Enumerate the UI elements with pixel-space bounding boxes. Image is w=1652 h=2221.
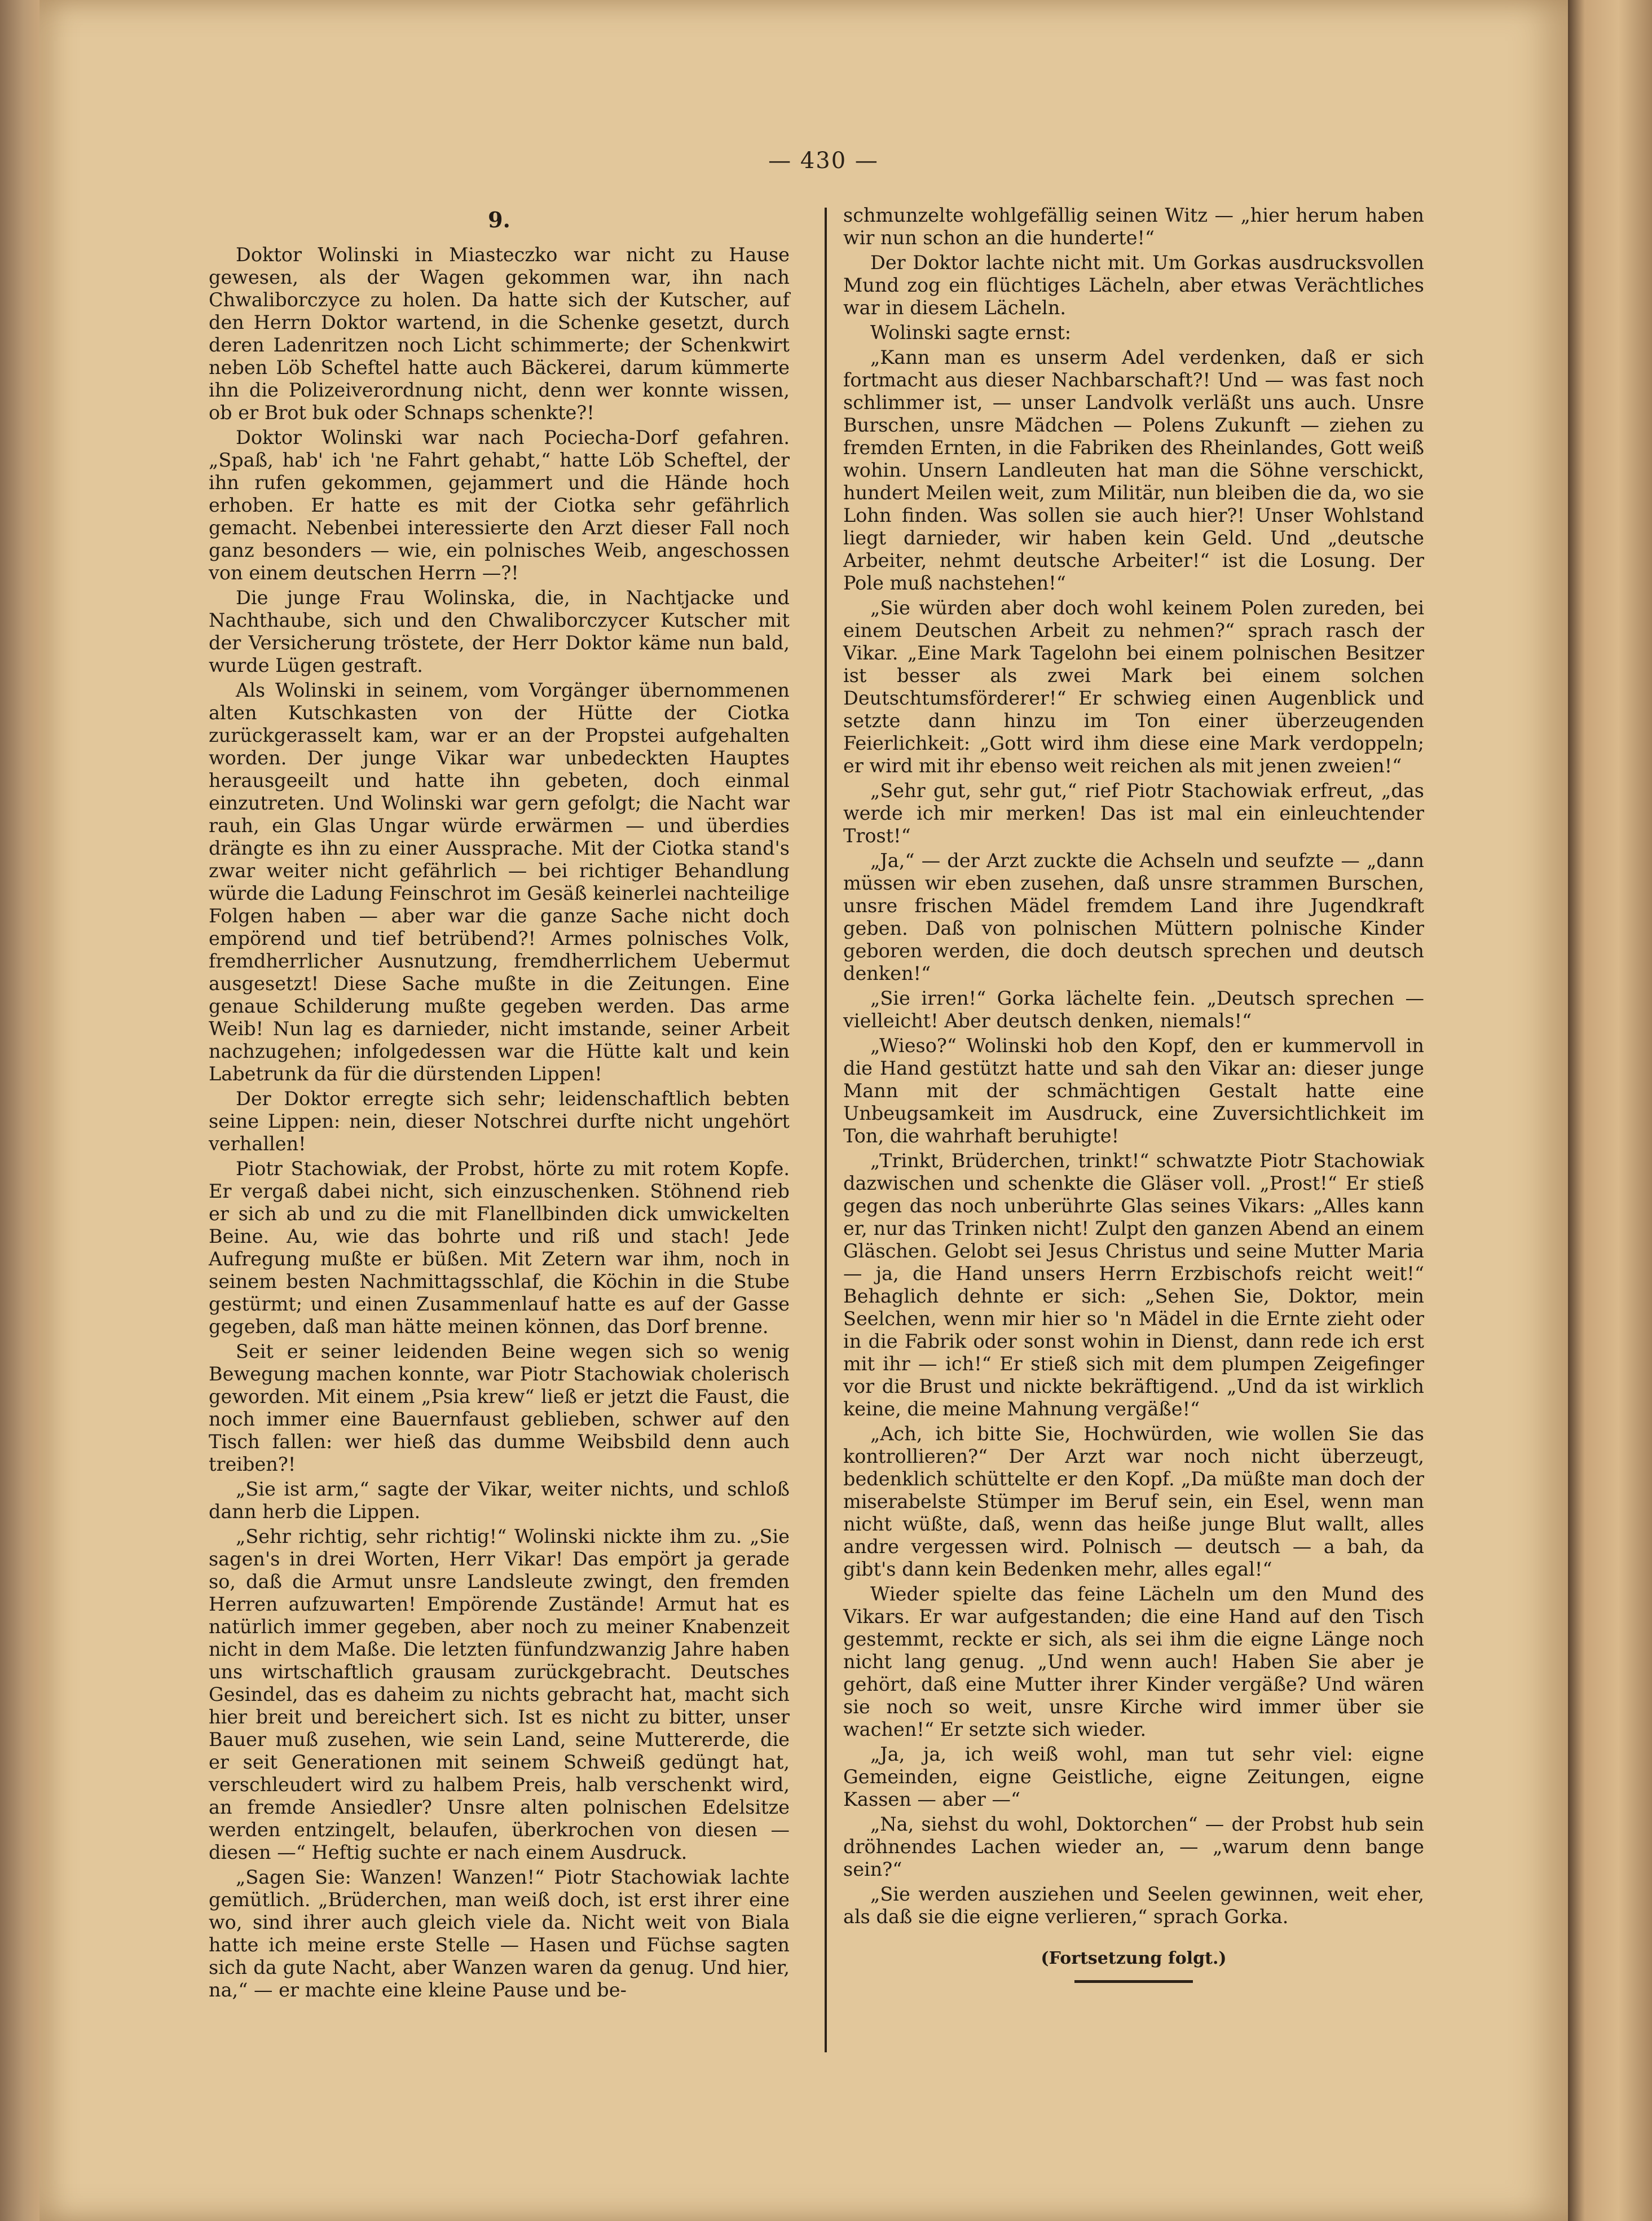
column-divider — [825, 208, 827, 2052]
paragraph: „Sie würden aber doch wohl keinem Polen zureden, bei einem Deutschen Arbeit zu nehmen?“ sprach rasch der Vikar. „Eine Mark Tagelohn bei einem polnischen Besitzer ist besser als zwei Mark bei einem solchen Deutschtumsförderer!“ Er schwieg einen Augenblick und setzte dann hinzu im Ton einer überzeugenden Feierlichkeit: „Gott wird ihm diese eine Mark verdoppeln; er wird mit ihr ebenso weit reichen als mit jenen zweien!“ — [843, 597, 1424, 777]
paragraph: „Sehr richtig, sehr richtig!“ Wolinski nickte ihm zu. „Sie sagen's in drei Worten, Herr Vikar! Das empört ja gerade so, daß die Armut unsre Landsleute zwingt, den fremden Herren aufzuwarten! Empörende Zustände! Armut hat es natürlich immer gegeben, aber noch zu meiner Knabenzeit nicht in dem Maße. Die letzten fünfundzwanzig Jahre haben uns wirtschaftlich grausam zurückgebracht. Deutsches Gesindel, das es daheim zu nichts gebracht hat, macht sich hier breit und bereichert sich. Ist es nicht zu bitter, unser Bauer muß zusehen, wie sein Land, seine Muttererde, die er seit Generationen mit seinem Schweiß gedüngt hat, verschleudert wird zu halbem Preis, halb verschenkt wird, an fremde Ansiedler? Unsre alten polnischen Edelsitze werden entzingelt, belaufen, überkrochen von diesen — diesen —“ Heftig suchte er nach einem Ausdruck. — [209, 1525, 790, 1863]
paragraph: Wieder spielte das feine Lächeln um den Mund des Vikars. Er war aufgestanden; die eine Hand auf den Tisch gestemmt, reckte er sich, als sei ihm die eigne Länge noch nicht lang genug. „Und wenn auch! Haben Sie aber je gehört, daß eine Mutter ihrer Kinder vergäße? Und wären sie noch so weit, unsre Kirche wird immer über sie wachen!“ Er setzte sich wieder. — [843, 1583, 1424, 1740]
paragraph: „Sagen Sie: Wanzen! Wanzen!“ Piotr Stachowiak lachte gemütlich. „Brüderchen, man weiß doch, ist erst ihrer eine wo, sind ihrer auch gleich viele da. Nicht weit von Biala hatte ich meine erste Stelle — Hasen und Füchse sagten sich da gute Nacht, aber Wanzen waren da genug. Und hier, na,“ — er machte eine kleine Pause und be- — [209, 1866, 790, 2001]
paragraph: „Sie ist arm,“ sagte der Vikar, weiter nichts, und schloß dann herb die Lippen. — [209, 1478, 790, 1523]
paragraph: „Sie irren!“ Gorka lächelte fein. „Deutsch sprechen — vielleicht! Aber deutsch denken, niemals!“ — [843, 987, 1424, 1032]
continuation-note: (Fortsetzung folgt.) — [1041, 1949, 1227, 1968]
paragraph: Als Wolinski in seinem, vom Vorgänger übernommenen alten Kutschkasten von der Hütte der Ciotka zurückgerasselt kam, war er an der Propstei aufgehalten worden. Der junge Vikar war unbedeckten Hauptes herausgeeilt und hatte ihn gebeten, doch einmal einzutreten. Und Wolinski war gern gefolgt; die Nacht war rauh, ein Glas Ungar würde erwärmen — und überdies drängte es ihn zu einer Aussprache. Mit der Ciotka stand's zwar weiter nicht gefährlich — bei richtiger Behandlung würde die Ladung Feinschrot im Gesäß keinerlei nachteilige Folgen haben — aber war die ganze Sache nicht doch empörend und tief betrübend?! Armes polnisches Volk, fremdherrlicher Ausnutzung, fremdherrlichem Uebermut ausgesetzt! Diese Sache mußte in die Zeitungen. Eine genaue Schilderung mußte gegeben werden. Das arme Weib! Nun lag es darnieder, nicht imstande, seiner Arbeit nachzugehen; infolgedessen war die Hütte kalt und kein Labetrunk da für die dürstenden Lippen! — [209, 679, 790, 1085]
paragraph: „Na, siehst du wohl, Doktorchen“ — der Probst hub sein dröhnendes Lachen wieder an, — „warum denn bange sein?“ — [843, 1813, 1424, 1880]
paragraph: Doktor Wolinski in Miasteczko war nicht zu Hause gewesen, als der Wagen gekommen war, ihn nach Chwaliborczyce zu holen. Da hatte sich der Kutscher, auf den Herrn Doktor wartend, in die Schenke gesetzt, durch deren Ladenritzen noch Licht schimmerte; der Schenkwirt neben Löb Scheftel hatte auch Bäckerei, darum kümmerte ihn die Polizeiverordnung nicht, denn wer konnte wissen, ob er Brot buk oder Schnaps schenkte?! — [209, 244, 790, 424]
paragraph: „Sehr gut, sehr gut,“ rief Piotr Stachowiak erfreut, „das werde ich mir merken! Das ist mal ein einleuchtender Trost!“ — [843, 780, 1424, 847]
page-number: — 430 — — [768, 148, 879, 174]
paragraph: Wolinski sagte ernst: — [870, 322, 1072, 344]
right-page-edge — [1568, 0, 1652, 2221]
paragraph: „Wieso?“ Wolinski hob den Kopf, den er kummervoll in die Hand gestützt hatte und sah den Vikar an: dieser junge Mann mit der schmächtigen Gestalt hatte eine Unbeugsamkeit im Ausdruck, eine Zuversichtlichkeit im Ton, die wahrhaft beruhigte! — [843, 1035, 1424, 1147]
paragraph: Die junge Frau Wolinska, die, in Nachtjacke und Nachthaube, sich und den Chwaliborczycer Kutscher mit der Versicherung tröstete, der Herr Doktor käme nun bald, wurde Lügen gestraft. — [209, 587, 790, 676]
paragraph: „Ach, ich bitte Sie, Hochwürden, wie wollen Sie das kontrollieren?“ Der Arzt war noch nicht überzeugt, bedenklich schüttelte er den Kopf. „Da müßte man doch der miserabelste Stümper im Beruf sein, ein Esel, wenn man nicht wüßte, daß, wenn das heiße junge Blut wallt, alles andre vergessen wird. Polnisch — deutsch — a bah, da gibt's dann kein Bedenken mehr, alles egal!“ — [843, 1423, 1424, 1580]
paragraph: Der Doktor erregte sich sehr; leidenschaftlich bebten seine Lippen: nein, dieser Notschrei durfte nicht ungehört verhallen! — [209, 1088, 790, 1155]
paragraph: Piotr Stachowiak, der Probst, hörte zu mit rotem Kopfe. Er vergaß dabei nicht, sich einzuschenken. Stöhnend rieb er sich ab und zu die mit Flanellbinden dick umwickelten Beine. Au, wie das bohrte und riß und stach! Jede Aufregung mußte er büßen. Mit Zetern war ihm, noch in seinem besten Nachmittagsschlaf, die Köchin in die Stube gestürmt; und einen Zusammenlauf hatte es auf der Gasse gegeben, daß man hätte meinen können, das Dorf brenne. — [209, 1158, 790, 1338]
right-column — [843, 204, 1424, 1983]
left-binding — [0, 0, 39, 2221]
paragraph: Seit er seiner leidenden Beine wegen sich so wenig Bewegung machen konnte, war Piotr Stachowiak cholerisch geworden. Mit einem „Psia krew“ ließ er jetzt die Faust, die noch immer eine Bauernfaust geblieben, schwer auf den Tisch fallen: wer hieß das dumme Weibsbild denn auch treiben?! — [209, 1340, 790, 1475]
paragraph: „Trinkt, Brüderchen, trinkt!“ schwatzte Piotr Stachowiak dazwischen und schenkte die Gläser voll. „Prost!“ Er stieß gegen das noch unberührte Glas seines Vikars: „Alles kann er, nur das Trinken nicht! Zulpt den ganzen Abend an einem Gläschen. Gelobt sei Jesus Christus und seine Mutter Maria — ja, die Hand unsers Herrn Erzbischofs reicht weit!“ Behaglich dehnte er sich: „Sehen Sie, Doktor, mein Seelchen, wenn mir hier so 'n Mädel in die Ernte zieht oder in die Fabrik oder sonst wohin in Dienst, dann rede ich erst mit ihr — ich!“ Er stieß sich mit dem plumpen Zeigefinger vor die Brust und nickte bekräftigend. „Und da ist wirklich keine, die meine Mahnung vergäße!“ — [843, 1150, 1424, 1420]
paragraph: „Sie werden ausziehen und Seelen gewinnen, weit eher, als daß sie die eigne verlieren,“ sprach Gorka. — [843, 1883, 1424, 1928]
paragraph: Doktor Wolinski war nach Pociecha-Dorf gefahren. „Spaß, hab' ich 'ne Fahrt gehabt,“ hatte Löb Scheftel, der ihn rufen gekommen, gejammert und die Hände hoch erhoben. Er hatte es mit der Ciotka sehr gefährlich gemacht. Nebenbei interessierte den Arzt dieser Fall noch ganz besonders — wie, ein polnisches Weib, angeschossen von einem deutschen Herrn —?! — [209, 426, 790, 584]
paragraph: Der Doktor lachte nicht mit. Um Gorkas ausdrucksvollen Mund zog ein flüchtiges Lächeln, aber etwas Verächtliches war in diesem Lächeln. — [843, 252, 1424, 319]
section-number: 9. — [488, 207, 510, 232]
paragraph: „Ja, ja, ich weiß wohl, man tut sehr viel: eigne Gemeinden, eigne Geistliche, eigne Zeitungen, eigne Kassen — aber —“ — [843, 1743, 1424, 1810]
end-rule — [1074, 1980, 1193, 1983]
paragraph: „Ja,“ — der Arzt zuckte die Achseln und seufzte — „dann müssen wir eben zusehen, daß unsre strammen Burschen, unsre frischen Mädel fremdem Land ihre Jugendkraft geben. Daß von polnischen Müttern polnische Kinder geboren werden, die doch deutsch sprechen und deutsch denken!“ — [843, 850, 1424, 984]
paragraph: „Kann man es unserm Adel verdenken, daß er sich fortmacht aus dieser Nachbarschaft?! Und — was fast noch schlimmer ist, — unser Landvolk verläßt uns auch. Unsre Burschen, unsre Mädchen — Polens Zukunft — ziehen zu fremden Ernten, in die Fabriken des Rheinlandes, Gott weiß wohin. Unsern Landleuten hat man die Söhne verschickt, hundert Meilen weit, zum Militär, nun bleiben die da, wo sie Lohn finden. Was sollen sie auch hier?! Unser Wohlstand liegt darnieder, wir haben kein Geld. Und „deutsche Arbeiter, nehmt deutsche Arbeiter!“ ist die Losung. Der Pole muß nachstehen!“ — [843, 346, 1424, 594]
paragraph: schmunzelte wohlgefällig seinen Witz — „hier herum haben wir nun schon an die hunderte!“ — [843, 204, 1424, 249]
left-column — [209, 203, 790, 2004]
